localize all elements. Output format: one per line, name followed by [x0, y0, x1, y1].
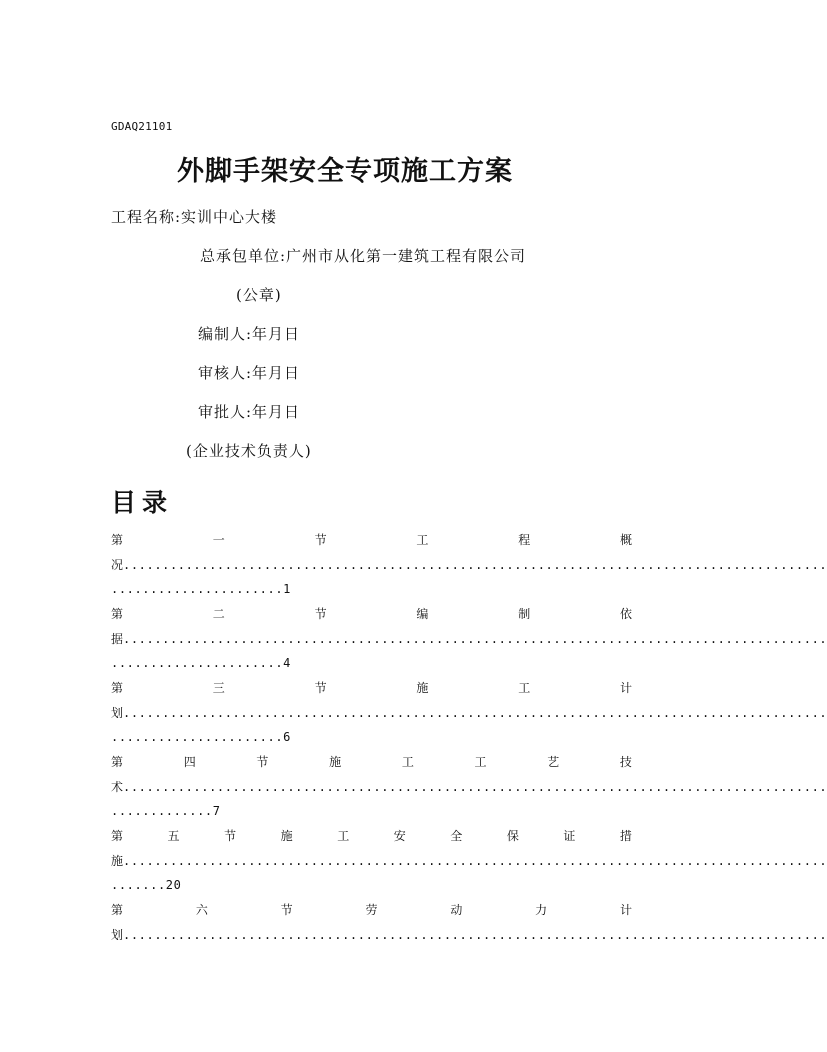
toc-title-char: 节	[256, 755, 269, 769]
toc-title-char: 计	[619, 681, 632, 695]
toc-page-line	[111, 651, 632, 675]
toc-page-number: 7	[212, 804, 221, 818]
toc-heading: 目录	[111, 488, 174, 517]
toc-title-char: 技	[619, 755, 632, 769]
toc-page-number: 20	[165, 878, 182, 892]
reviewer-line: 审核人:年月日	[198, 364, 301, 382]
editor-line: 编制人:年月日	[198, 325, 301, 343]
toc-title-char: 五	[167, 829, 180, 843]
toc-title-char: 节	[314, 533, 327, 547]
toc-title-tail: 术	[111, 780, 124, 794]
toc-title-char: 计	[619, 903, 632, 917]
project-name: 工程名称:实训中心大楼	[111, 208, 278, 226]
toc-page-line	[111, 799, 632, 823]
technical-lead-note: (企业技术负责人)	[186, 442, 312, 460]
toc-entry-title	[111, 749, 632, 775]
toc-title-char: 动	[450, 903, 463, 917]
toc-title-char: 工	[337, 829, 350, 843]
toc-title-char: 节	[224, 829, 237, 843]
toc-title-char: 安	[393, 829, 406, 843]
toc-title-char: 保	[506, 829, 519, 843]
toc-title-char: 工	[416, 533, 429, 547]
toc-dots: ......................	[111, 656, 284, 670]
toc-leader-line	[111, 923, 827, 947]
table-of-contents	[111, 527, 827, 947]
toc-title-char: 三	[212, 681, 225, 695]
toc-title-char: 六	[195, 903, 208, 917]
toc-title-char: 一	[212, 533, 225, 547]
toc-entry[interactable]	[111, 601, 827, 675]
toc-title-char: 第	[111, 681, 124, 695]
toc-title-char: 艺	[547, 755, 560, 769]
toc-page-number: 6	[283, 730, 291, 744]
toc-title-char: 编	[416, 607, 429, 621]
toc-page-line	[111, 873, 632, 897]
toc-title-tail: 据	[111, 632, 124, 646]
toc-title-char: 节	[314, 681, 327, 695]
toc-leader-line	[111, 627, 827, 651]
toc-dots: .......	[111, 878, 166, 892]
toc-title-char: 第	[111, 755, 124, 769]
toc-title-char: 概	[619, 533, 632, 547]
toc-title-char: 劳	[365, 903, 378, 917]
toc-title-char: 工	[474, 755, 487, 769]
toc-entry-title	[111, 675, 632, 701]
toc-entry[interactable]	[111, 527, 827, 601]
approver-line: 审批人:年月日	[198, 403, 301, 421]
toc-title-char: 制	[518, 607, 531, 621]
toc-leader-line	[111, 701, 827, 725]
toc-dots: ......................	[111, 730, 284, 744]
toc-page-line	[111, 577, 632, 601]
toc-title-char: 第	[111, 829, 124, 843]
toc-title-char: 施	[280, 829, 293, 843]
toc-title-char: 节	[280, 903, 293, 917]
toc-dots: ..........................................................................................	[123, 706, 827, 720]
toc-dots: ..........................................................................................	[123, 928, 827, 942]
toc-title-char: 依	[619, 607, 632, 621]
toc-leader-line	[111, 553, 827, 577]
toc-dots: ..........................................................................................	[123, 632, 827, 646]
toc-dots: ..........................................................................................	[123, 780, 827, 794]
toc-dots: ..........................................................................................	[123, 854, 827, 868]
toc-entry-title	[111, 601, 632, 627]
toc-title-tail: 况	[111, 558, 124, 572]
toc-entry[interactable]	[111, 897, 827, 947]
toc-title-char: 力	[535, 903, 548, 917]
toc-title-tail: 划	[111, 928, 124, 942]
toc-title-char: 工	[401, 755, 414, 769]
document-title: 外脚手架安全专项施工方案	[177, 156, 513, 187]
toc-entry[interactable]	[111, 823, 827, 897]
toc-entry-title	[111, 897, 632, 923]
toc-title-char: 二	[212, 607, 225, 621]
toc-title-char: 第	[111, 607, 124, 621]
toc-page-number: 4	[283, 656, 291, 670]
toc-title-char: 四	[183, 755, 196, 769]
toc-title-tail: 施	[111, 854, 124, 868]
toc-dots: ..........................................................................................	[123, 558, 827, 572]
toc-title-char: 证	[563, 829, 576, 843]
toc-title-char: 工	[518, 681, 531, 695]
toc-title-char: 第	[111, 903, 124, 917]
toc-entry[interactable]	[111, 749, 827, 823]
toc-title-char: 施	[416, 681, 429, 695]
official-seal-label: (公章)	[236, 286, 282, 304]
toc-leader-line	[111, 849, 827, 873]
toc-title-char: 节	[314, 607, 327, 621]
toc-entry-title	[111, 527, 632, 553]
toc-title-char: 第	[111, 533, 124, 547]
toc-title-tail: 划	[111, 706, 124, 720]
toc-page-line	[111, 725, 632, 749]
toc-dots: .............	[111, 804, 213, 818]
toc-title-char: 措	[619, 829, 632, 843]
toc-title-char: 施	[329, 755, 342, 769]
toc-leader-line	[111, 775, 827, 799]
general-contractor: 总承包单位:广州市从化第一建筑工程有限公司	[200, 247, 527, 265]
toc-entry-title	[111, 823, 632, 849]
toc-title-char: 程	[518, 533, 531, 547]
toc-entry[interactable]	[111, 675, 827, 749]
toc-page-number: 1	[283, 582, 291, 596]
toc-title-char: 全	[450, 829, 463, 843]
document-code: GDAQ21101	[111, 120, 173, 133]
toc-dots: ......................	[111, 582, 284, 596]
